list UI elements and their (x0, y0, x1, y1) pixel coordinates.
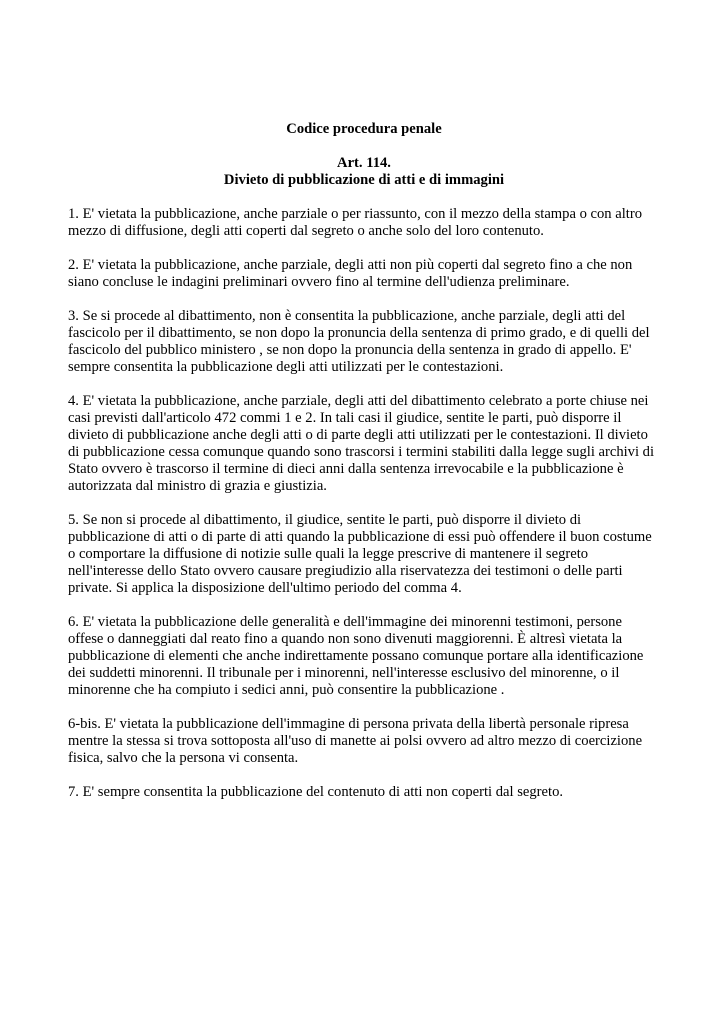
paragraph-line: fascicolo del pubblico ministero , se non dopo la pronuncia della sentenza in grado di appello. E' (68, 342, 632, 358)
paragraph-line: sempre consentita la pubblicazione degli atti utilizzati per le contestazioni. (68, 359, 504, 375)
paragraph-line: siano concluse le indagini preliminari ovvero fino al termine dell'udienza preliminare. (68, 274, 570, 290)
paragraph-line: pubblicazione di atti o di parte di atti quando la pubblicazione di essi può offendere il buon costume (68, 529, 652, 545)
paragraph-line: o comportare la diffusione di notizie sulle quali la legge prescrive di mantenere il segreto (68, 546, 589, 562)
paragraph-line: Stato ovvero è trascorso il termine di dieci anni dalla sentenza irrevocabile e la pubblicazione è (68, 461, 624, 477)
paragraph-line: casi previsti dall'articolo 472 commi 1 e 2. In tali casi il giudice, sentite le parti, può disporre il (68, 410, 622, 426)
paragraph-line: minorenne che ha compiuto i sedici anni, può consentire la pubblicazione . (68, 682, 505, 698)
paragraph-line: fascicolo per il dibattimento, se non dopo la pronuncia della sentenza di primo grado, e di quelli del (68, 325, 650, 341)
article-paragraph (68, 784, 660, 801)
paragraph-line: 3. Se si procede al dibattimento, non è consentita la pubblicazione, anche parziale, degli atti del (68, 308, 626, 324)
paragraph-line: 5. Se non si procede al dibattimento, il giudice, sentite le parti, può disporre il divieto di (68, 512, 582, 528)
article-paragraph (68, 257, 660, 291)
paragraph-line: 7. E' sempre consentita la pubblicazione del contenuto di atti non coperti dal segreto. (68, 784, 564, 800)
article-paragraph (68, 512, 660, 597)
article-paragraph (68, 206, 660, 240)
article-paragraph (68, 614, 660, 699)
article-body (68, 206, 660, 801)
paragraph-line: offese o danneggiati dal reato fino a quando non sono divenuti maggiorenni. È altresì vietata la (68, 631, 623, 647)
document-title: Codice procedura penale (286, 121, 442, 137)
paragraph-line: pubblicazione di elementi che anche indirettamente possano comunque portare alla identificazione (68, 648, 644, 664)
paragraph-line: 1. E' vietata la pubblicazione, anche parziale o per riassunto, con il mezzo della stampa o con altro (68, 206, 642, 222)
article-number: Art. 114. (337, 155, 391, 171)
paragraph-line: 2. E' vietata la pubblicazione, anche parziale, degli atti non più coperti dal segreto fino a che non (68, 257, 633, 273)
article-paragraph (68, 393, 660, 495)
article-paragraph (68, 308, 660, 376)
paragraph-line: dei suddetti minorenni. Il tribunale per i minorenni, nell'interesse esclusivo del minorenne, o il (68, 665, 620, 681)
paragraph-line: 6. E' vietata la pubblicazione delle generalità e dell'immagine dei minorenni testimoni, persone (68, 614, 622, 630)
document-page (68, 121, 660, 818)
paragraph-line: autorizzata dal ministro di grazia e giustizia. (68, 478, 327, 494)
paragraph-line: mezzo di diffusione, degli atti coperti dal segreto o anche solo del loro contenuto. (68, 223, 544, 239)
paragraph-line: fisica, salvo che la persona vi consenta. (68, 750, 299, 766)
paragraph-line: di pubblicazione cessa comunque quando sono trascorsi i termini stabiliti dalla legge sugli archivi di (68, 444, 655, 460)
paragraph-line: 4. E' vietata la pubblicazione, anche parziale, degli atti del dibattimento celebrato a porte chiuse nei (68, 393, 649, 409)
paragraph-line: nell'interesse dello Stato ovvero causare pregiudizio alla riservatezza dei testimoni o delle parti (68, 563, 623, 579)
article-paragraph (68, 716, 660, 767)
paragraph-line: mentre la stessa si trova sottoposta all'uso di manette ai polsi ovvero ad altro mezzo di coercizione (68, 733, 643, 749)
paragraph-line: divieto di pubblicazione anche degli atti o di parte degli atti utilizzati per le contestazioni. Il divieto (68, 427, 648, 443)
article-heading: Divieto di pubblicazione di atti e di immagini (223, 172, 505, 188)
paragraph-line: 6-bis. E' vietata la pubblicazione dell'immagine di persona privata della libertà personale ripresa (68, 716, 629, 732)
paragraph-line: private. Si applica la disposizione dell'ultimo periodo del comma 4. (68, 580, 462, 596)
